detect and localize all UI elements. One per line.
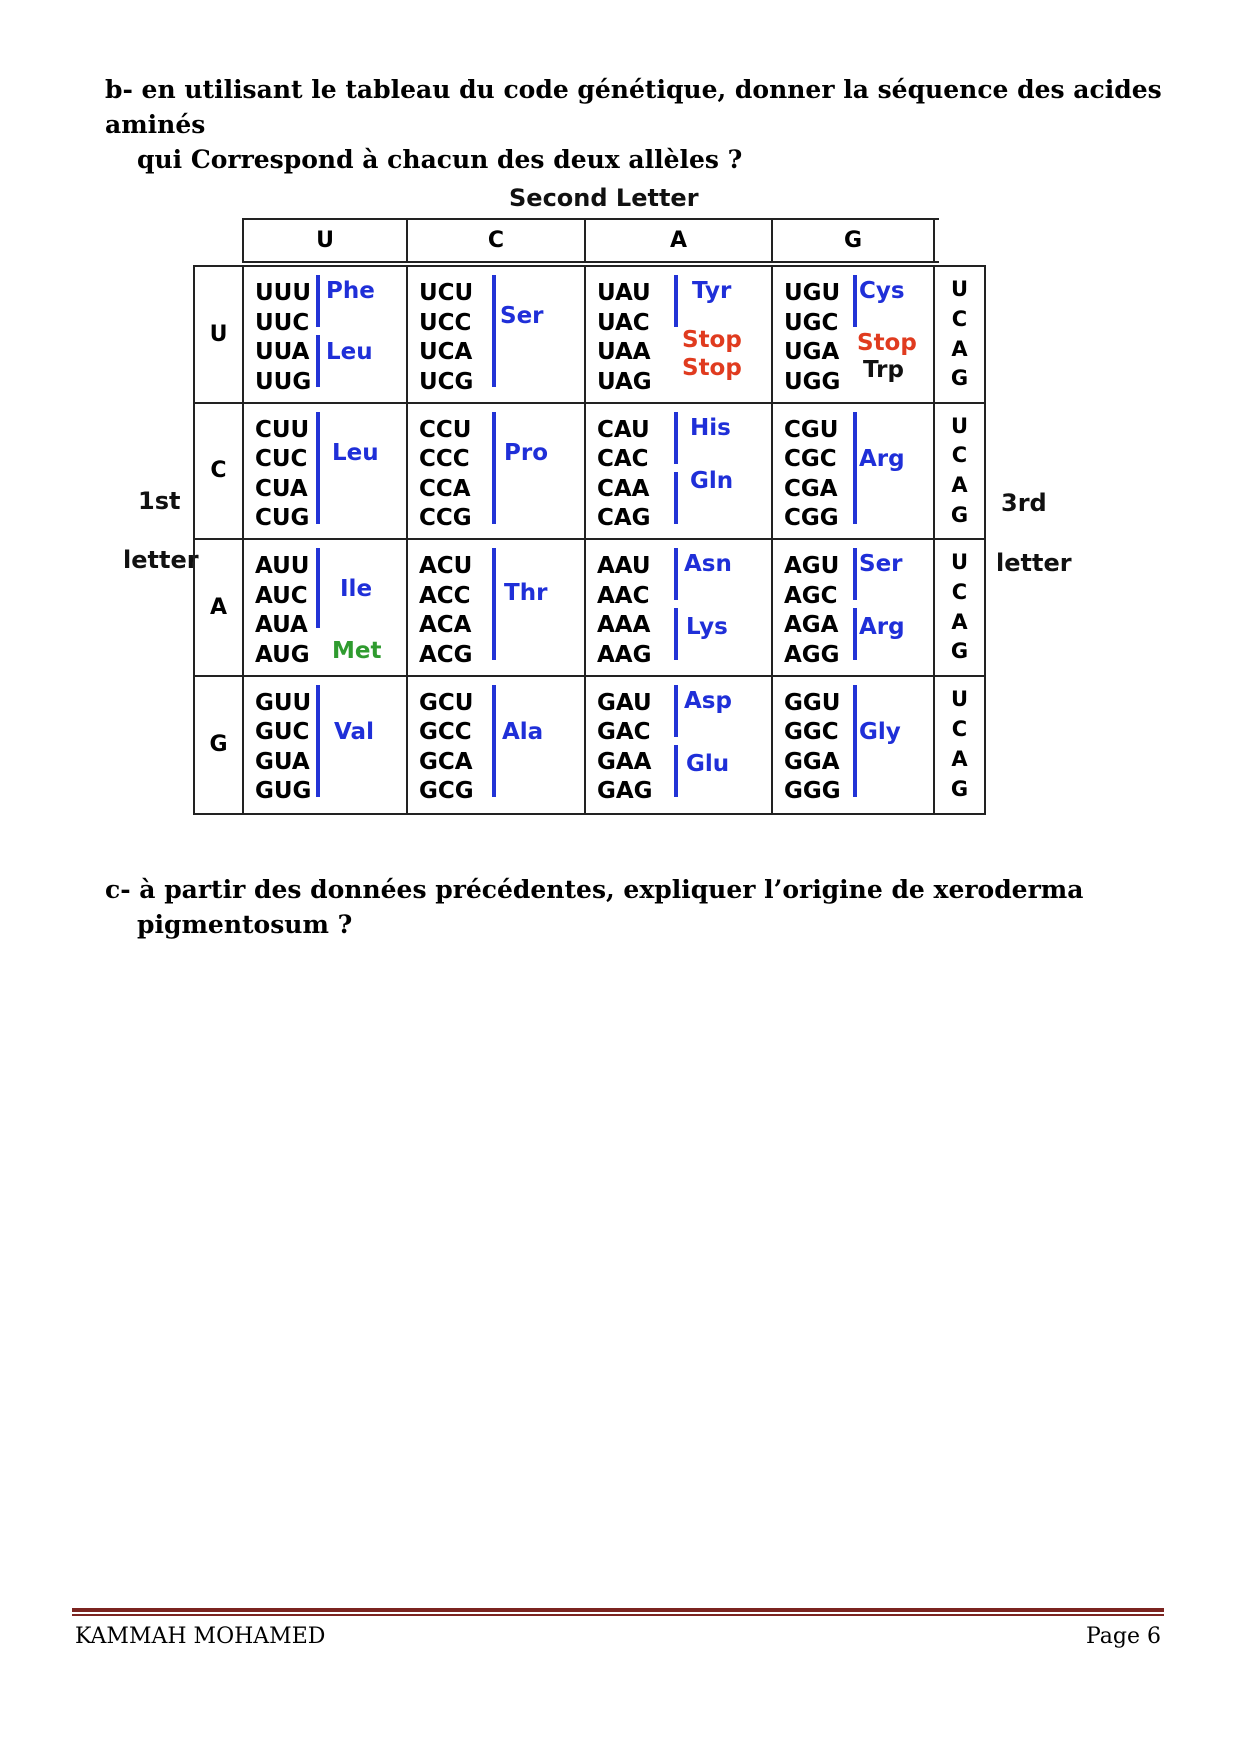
amino-acid-label: Ser — [859, 551, 903, 577]
codon: GCC — [419, 719, 472, 745]
codon: UGU — [784, 280, 841, 306]
page-footer — [75, 1624, 1161, 1649]
third-letter: A — [951, 609, 968, 634]
codon-bracket — [853, 685, 857, 797]
codon: AGG — [784, 641, 840, 668]
amino-acid-label: Stop — [682, 355, 742, 381]
footer-page-number: Page 6 — [1085, 1624, 1161, 1649]
third-letter-label-1: 3rd — [1001, 489, 1047, 517]
codon: ACC — [419, 582, 471, 609]
codon: CUA — [255, 475, 308, 502]
codon: GUU — [255, 689, 312, 716]
amino-acid-label: Pro — [504, 439, 549, 466]
second-letter-u: U — [244, 220, 408, 261]
codon-block — [773, 540, 935, 677]
codon: AUC — [255, 582, 308, 609]
codon: CUG — [255, 505, 310, 531]
codon-block — [408, 540, 586, 677]
codon: GCG — [419, 778, 474, 804]
third-letter: U — [950, 277, 969, 302]
amino-acid-label: Ile — [340, 576, 373, 602]
question-c-line2: pigmentosum ? — [137, 910, 353, 939]
codon-list — [597, 416, 651, 534]
codon-block — [586, 540, 773, 677]
codon-bracket — [674, 548, 678, 600]
amino-acid-label: His — [690, 414, 731, 441]
third-letter: A — [951, 473, 968, 498]
codon: AUA — [255, 612, 308, 638]
codon: CGU — [784, 416, 839, 443]
codon: UUA — [255, 339, 310, 365]
codon: CCC — [419, 446, 470, 472]
third-letter: C — [951, 579, 968, 604]
codon-bracket — [492, 412, 496, 524]
codon-block — [586, 404, 773, 541]
codon: AAG — [597, 641, 652, 668]
third-letter: U — [950, 413, 969, 438]
codon: GUC — [255, 719, 310, 745]
codon: UAA — [597, 339, 651, 365]
codon: AGA — [784, 612, 839, 638]
codon: GAG — [597, 778, 653, 804]
codon: GUA — [255, 748, 310, 775]
second-letter-header — [242, 218, 939, 263]
genetic-code-figure — [0, 0, 1240, 860]
third-letter: C — [951, 306, 968, 331]
codon: AAA — [597, 612, 651, 638]
codon: UCG — [419, 368, 474, 395]
third-letter: G — [950, 777, 969, 802]
codon-bracket — [853, 608, 857, 660]
codon: GGA — [784, 748, 840, 775]
first-letter-u: U — [195, 267, 244, 404]
amino-acid-label: Leu — [326, 339, 373, 365]
codon-grid — [193, 265, 986, 815]
codon: UCC — [419, 309, 472, 336]
codon-bracket — [316, 548, 320, 628]
codon-bracket — [674, 608, 678, 660]
codon-bracket — [316, 335, 320, 387]
codon: CCG — [419, 505, 472, 531]
codon-bracket — [674, 685, 678, 737]
amino-acid-label: Asp — [684, 687, 732, 714]
second-letter-g: G — [773, 220, 935, 261]
codon: UUC — [255, 309, 310, 336]
amino-acid-label: Gly — [859, 718, 901, 745]
codon: AUG — [255, 641, 310, 668]
codon-bracket — [674, 745, 678, 797]
third-letter: A — [951, 336, 968, 361]
third-letter: G — [950, 366, 969, 391]
codon-block — [408, 404, 586, 541]
codon: ACA — [419, 612, 472, 638]
amino-acid-label: Tyr — [692, 278, 732, 304]
amino-acid-label: Asn — [684, 551, 732, 577]
codon-list — [597, 689, 653, 807]
amino-acid-label: Leu — [332, 439, 379, 466]
third-letter: C — [951, 443, 968, 468]
amino-acid-label: Met — [332, 638, 382, 664]
codon-block — [586, 677, 773, 814]
amino-acid-label: Glu — [686, 750, 730, 777]
first-letter-label-1: 1st — [138, 487, 181, 515]
amino-acid-label: Ser — [500, 303, 544, 329]
amino-acid-label: Val — [334, 718, 374, 745]
codon: UAG — [597, 368, 652, 395]
amino-acid-label: Phe — [326, 278, 375, 304]
third-letter-column — [935, 540, 984, 677]
third-letter: C — [951, 717, 968, 742]
codon-list — [784, 689, 841, 807]
first-letter-g: G — [195, 677, 244, 814]
codon-list — [419, 279, 473, 397]
codon: AAC — [597, 582, 650, 609]
question-b-line2: qui Correspond à chacun des deux allèles ? — [137, 145, 743, 174]
amino-acid-label: Thr — [504, 580, 548, 606]
amino-acid-label: Lys — [686, 614, 728, 640]
third-letter: G — [950, 502, 969, 527]
codon-bracket — [316, 685, 320, 797]
codon: AAU — [597, 553, 651, 579]
codon-list — [255, 416, 309, 534]
amino-acid-label: Arg — [859, 614, 905, 640]
codon-block — [408, 677, 586, 814]
amino-acid-label: Gln — [690, 467, 734, 494]
amino-acid-label: Arg — [859, 445, 905, 472]
codon: GCA — [419, 748, 473, 775]
question-c-line1: c- à partir des données précédentes, expliquer l’origine de xeroderma — [105, 875, 1084, 904]
codon: GGU — [784, 689, 841, 716]
codon-block — [773, 267, 935, 404]
question-b-line1: b- en utilisant le tableau du code génétique, donner la séquence des acides aminés — [105, 75, 1162, 139]
codon: CAU — [597, 416, 650, 443]
codon-list — [597, 552, 651, 670]
codon-list — [784, 552, 840, 670]
second-letter-title: Second Letter — [509, 184, 699, 212]
codon: CGG — [784, 505, 839, 531]
first-letter-c: C — [195, 404, 244, 541]
codon: UCU — [419, 280, 474, 306]
footer-rule-thin — [72, 1614, 1164, 1616]
codon-bracket — [492, 685, 496, 797]
codon: UCA — [419, 339, 473, 365]
codon: CUC — [255, 446, 308, 472]
codon-block — [244, 267, 408, 404]
third-letter: U — [950, 550, 969, 575]
codon: UGC — [784, 309, 839, 336]
second-letter-a: A — [586, 220, 773, 261]
second-letter-c: C — [408, 220, 586, 261]
codon: CAC — [597, 446, 649, 472]
codon-block — [244, 540, 408, 677]
question-c — [105, 872, 1165, 942]
codon: AUU — [255, 553, 310, 579]
codon: CAA — [597, 475, 650, 502]
codon: UGG — [784, 368, 841, 395]
codon-list — [784, 279, 840, 397]
codon-bracket — [316, 275, 320, 327]
codon: CAG — [597, 505, 651, 531]
codon-list — [255, 279, 311, 397]
codon-list — [597, 279, 652, 397]
codon: UUU — [255, 280, 312, 306]
codon-bracket — [853, 275, 857, 327]
codon-bracket — [853, 412, 857, 524]
codon-list — [784, 416, 839, 534]
codon: CUU — [255, 416, 310, 443]
amino-acid-label: Trp — [863, 357, 904, 383]
codon-block — [586, 267, 773, 404]
codon-bracket — [316, 412, 320, 524]
codon-list — [419, 416, 472, 534]
amino-acid-label: Cys — [859, 278, 905, 304]
codon: GCU — [419, 689, 474, 716]
codon-block — [773, 677, 935, 814]
codon-block — [244, 677, 408, 814]
codon: UGA — [784, 339, 840, 365]
codon-bracket — [674, 412, 678, 464]
codon: AGU — [784, 553, 840, 579]
footer-rule — [72, 1608, 1164, 1612]
codon-bracket — [492, 275, 496, 387]
codon: GAC — [597, 719, 651, 745]
codon-list — [255, 552, 310, 670]
third-letter-column — [935, 677, 984, 814]
codon-bracket — [492, 548, 496, 660]
codon: CCA — [419, 475, 471, 502]
third-letter-column — [935, 404, 984, 541]
codon: CGC — [784, 446, 837, 472]
codon: GAU — [597, 689, 652, 716]
footer-author: KAMMAH MOHAMED — [75, 1624, 326, 1649]
codon: GGC — [784, 719, 839, 745]
codon: UAU — [597, 280, 651, 306]
third-letter-column — [935, 267, 984, 404]
first-letter-label-2: letter — [123, 546, 199, 574]
amino-acid-label: Ala — [502, 718, 544, 745]
codon: ACG — [419, 641, 473, 668]
codon-block — [773, 404, 935, 541]
codon: AGC — [784, 582, 838, 609]
codon-list — [255, 689, 311, 807]
codon-bracket — [674, 472, 678, 524]
third-letter: A — [951, 747, 968, 772]
codon-block — [244, 404, 408, 541]
codon: CCU — [419, 416, 472, 443]
codon-list — [419, 689, 474, 807]
third-letter: U — [950, 687, 969, 712]
codon-bracket — [674, 275, 678, 327]
codon: UUG — [255, 368, 312, 395]
codon-block — [408, 267, 586, 404]
codon-list — [419, 552, 473, 670]
codon: GAA — [597, 748, 652, 775]
amino-acid-label: Stop — [682, 327, 742, 353]
codon: UAC — [597, 309, 650, 336]
codon: CGA — [784, 475, 838, 502]
third-letter: G — [950, 639, 969, 664]
codon: GGG — [784, 778, 841, 804]
first-letter-a: A — [195, 540, 244, 677]
codon: ACU — [419, 553, 473, 579]
third-letter-label-2: letter — [996, 549, 1072, 577]
amino-acid-label: Stop — [857, 330, 917, 356]
codon-bracket — [853, 548, 857, 600]
codon: GUG — [255, 778, 312, 804]
